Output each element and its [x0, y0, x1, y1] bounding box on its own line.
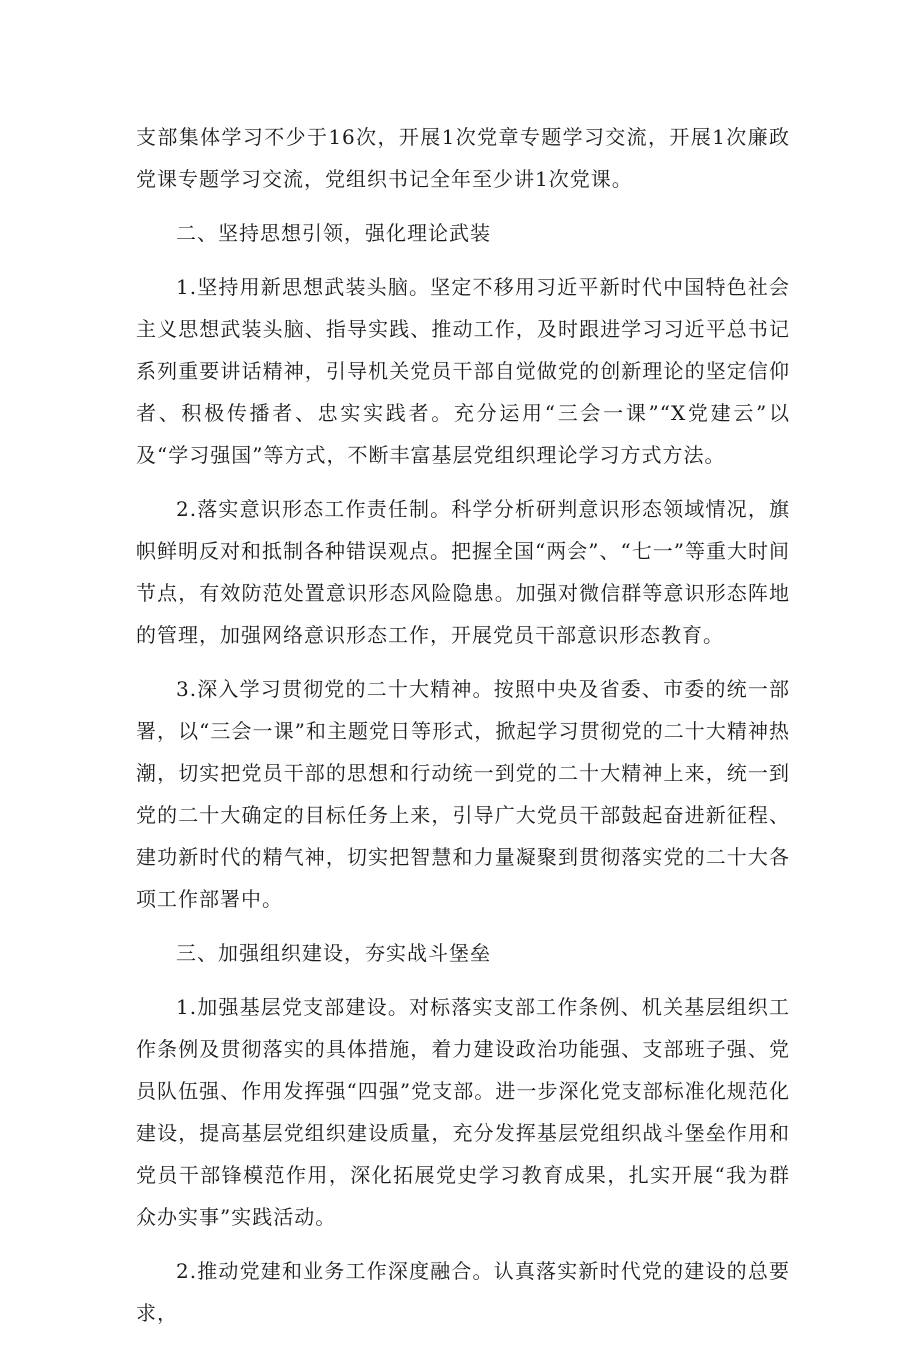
paragraph-3-2: 2.推动党建和业务工作深度融合。认真落实新时代党的建设的总要求，	[136, 1259, 790, 1325]
document-body	[136, 116, 790, 1346]
paragraph-2-2: 2.落实意识形态工作责任制。科学分析研判意识形态领域情况，旗帜鲜明反对和抵制各种错误观点。把握全国“两会”、“七一”等重大时间节点，有效防范处置意识形态风险隐患。加强对微信群等意识形态阵地的管理，加强网络意识形态工作，开展党员干部意识形态教育。	[136, 497, 790, 647]
section-heading-3: 三、加强组织建设，夯实战斗堡垒	[176, 941, 491, 965]
paragraph-2-3: 3.深入学习贯彻党的二十大精神。按照中央及省委、市委的统一部署，以“三会一课”和主题党日等形式，掀起学习贯彻党的二十大精神热潮，切实把党员干部的思想和行动统一到党的二十大精神上来，统一到党的二十大确定的目标任务上来，引导广大党员干部鼓起奋进新征程、建功新时代的精气神，切实把智慧和力量凝聚到贯彻落实党的二十大各项工作部署中。	[136, 677, 790, 911]
paragraph-intro: 支部集体学习不少于16次，开展1次党章专题学习交流，开展1次廉政党课专题学习交流，党组织书记全年至少讲1次党课。	[136, 125, 790, 191]
section-heading-2: 二、坚持思想引领，强化理论武装	[176, 221, 491, 245]
paragraph-3-1: 1.加强基层党支部建设。对标落实支部工作条例、机关基层组织工作条例及贯彻落实的具体措施，着力建设政治功能强、支部班子强、党员队伍强、作用发挥强“四强”党支部。进一步深化党支部标准化规范化建设，提高基层党组织建设质量，充分发挥基层党组织战斗堡垒作用和党员干部锋模范作用，深化拓展党史学习教育成果，扎实开展“我为群众办实事”实践活动。	[136, 995, 790, 1229]
paragraph-2-1: 1.坚持用新思想武装头脑。坚定不移用习近平新时代中国特色社会主义思想武装头脑、指导实践、推动工作，及时跟进学习习近平总书记系列重要讲话精神，引导机关党员干部自觉做党的创新理论的坚定信仰者、积极传播者、忠实实践者。充分运用“三会一课”“X党建云”以及“学习强国”等方式，不断丰富基层党组织理论学习方式方法。	[136, 275, 790, 467]
